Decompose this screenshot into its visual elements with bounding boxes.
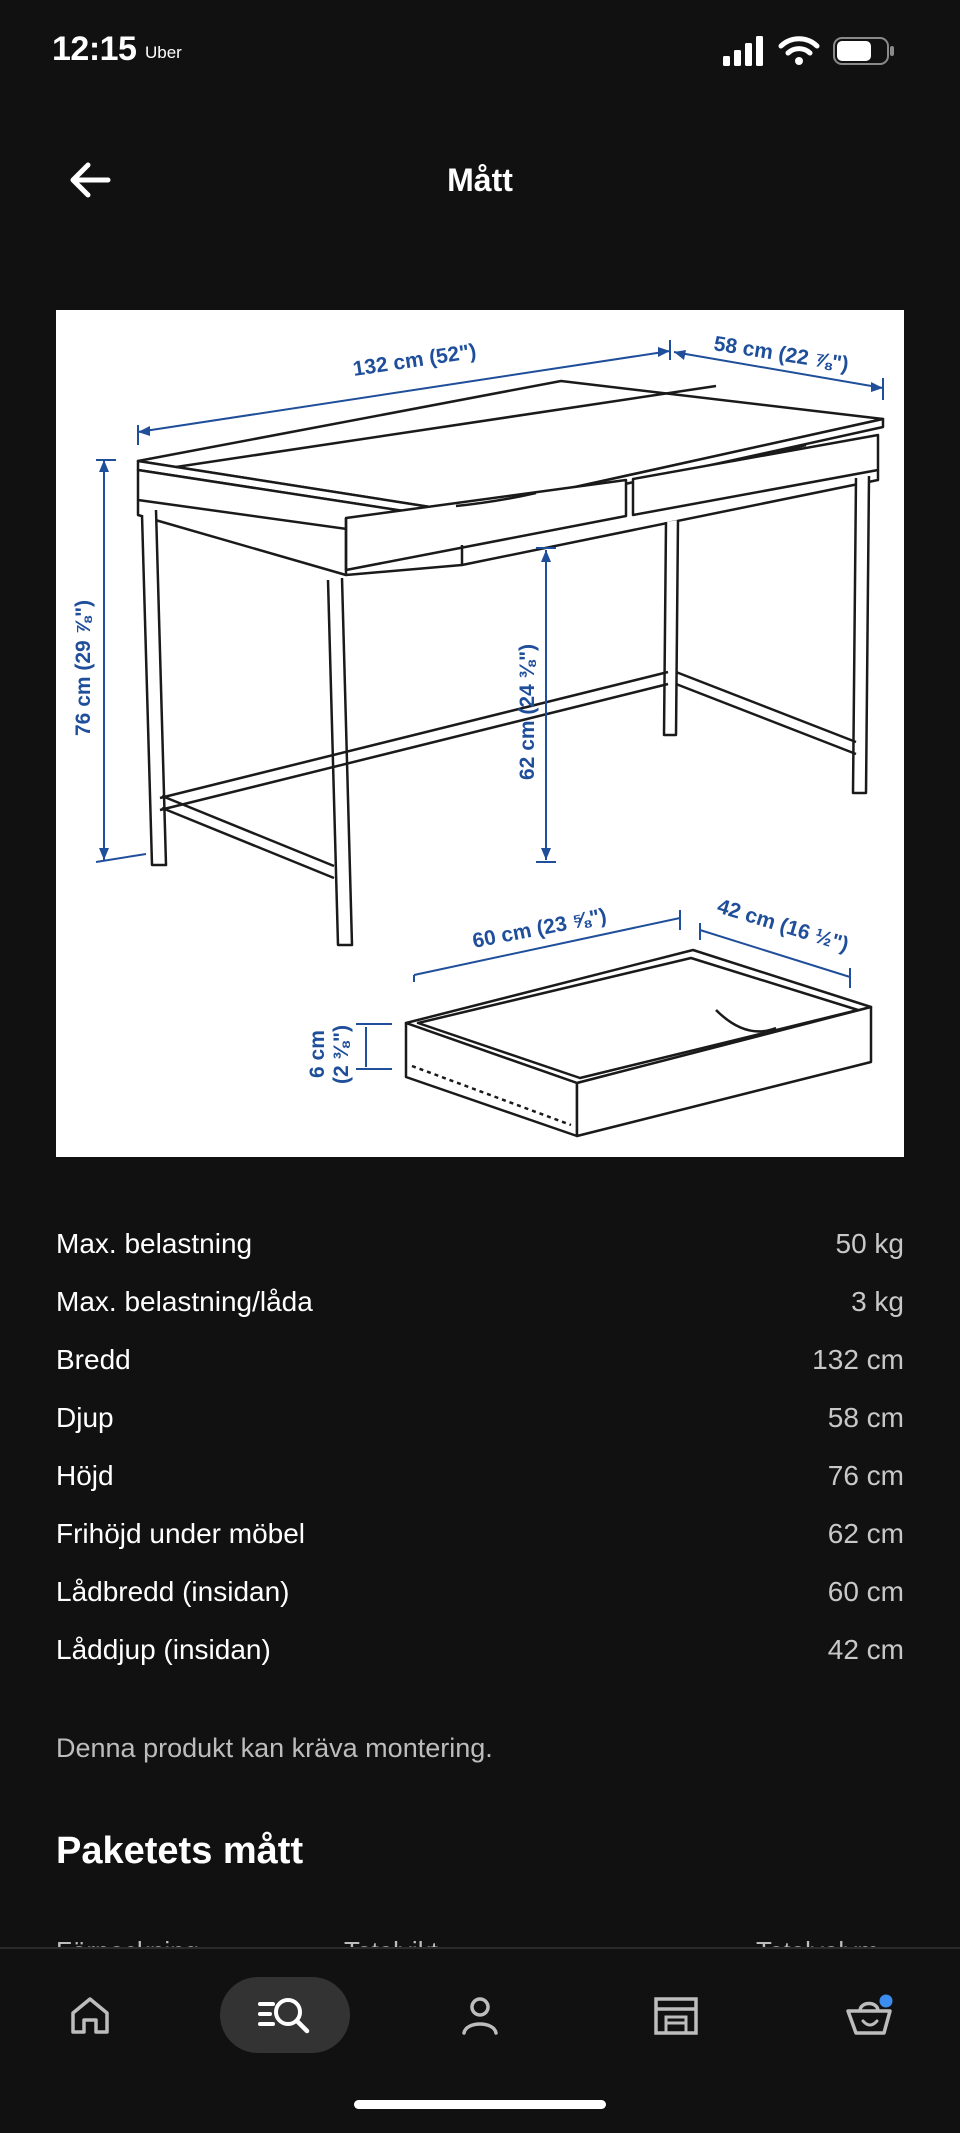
nav-store[interactable]	[636, 1977, 716, 2053]
dimension-diagram	[56, 310, 904, 1157]
spec-row	[56, 1331, 904, 1389]
spec-label: Låddjup (insidan)	[56, 1634, 271, 1665]
status-bar	[0, 0, 960, 105]
spec-label: Lådbredd (insidan)	[56, 1576, 290, 1607]
nav-search[interactable]	[220, 1977, 350, 2053]
spec-row	[56, 1273, 904, 1331]
status-app-label: Uber	[145, 43, 182, 62]
spec-value: 50 kg	[835, 1228, 904, 1259]
spec-row	[56, 1389, 904, 1447]
drawer-depth-dimension-label: 42 cm (16 ½")	[714, 894, 852, 957]
cart-badge	[880, 1995, 893, 2008]
spec-value: 62 cm	[827, 1518, 904, 1549]
spec-row	[56, 1621, 904, 1679]
spec-label: Djup	[56, 1402, 114, 1433]
nav-home[interactable]	[50, 1977, 130, 2053]
page-title: Mått	[447, 162, 513, 198]
package-section-title: Paketets mått	[56, 1830, 304, 1872]
home-icon	[68, 1993, 112, 2037]
store-icon	[652, 1993, 700, 2037]
drawer-height-label-in: (2 ⅜")	[330, 1025, 353, 1084]
specs-list	[56, 1215, 904, 1679]
height-dimension-label: 76 cm (29 ⅞")	[72, 599, 95, 736]
wifi-icon	[779, 36, 819, 66]
spec-row	[56, 1215, 904, 1273]
desk-drawing	[56, 310, 904, 1157]
width-dimension-label: 132 cm (52")	[351, 339, 478, 381]
cart-icon	[844, 1991, 896, 2039]
status-icons	[723, 36, 895, 66]
spec-label: Max. belastning	[56, 1228, 253, 1259]
drawer-width-dimension-label: 60 cm (23 ⅝")	[470, 904, 609, 953]
spec-value: 58 cm	[827, 1402, 904, 1433]
spec-row	[56, 1447, 904, 1505]
spec-value: 3 kg	[851, 1286, 904, 1317]
spec-value: 60 cm	[827, 1576, 904, 1607]
nav-cart[interactable]	[830, 1977, 910, 2053]
cellular-signal-icon	[723, 36, 765, 66]
home-indicator[interactable]	[354, 2100, 606, 2109]
spec-row	[56, 1563, 904, 1621]
spec-label: Höjd	[56, 1460, 114, 1491]
spec-label: Bredd	[56, 1344, 131, 1375]
spec-label: Max. belastning/låda	[56, 1286, 313, 1317]
spec-value: 42 cm	[827, 1634, 904, 1665]
drawer-drawing	[406, 950, 871, 1136]
status-time: 12:15	[52, 30, 137, 68]
spec-row	[56, 1505, 904, 1563]
clearance-dimension-label: 62 cm (24 ⅜")	[516, 643, 539, 780]
header	[0, 140, 960, 220]
nav-profile[interactable]	[440, 1977, 520, 2053]
assembly-note: Denna produkt kan kräva montering.	[56, 1733, 493, 1763]
battery-icon	[833, 36, 895, 66]
drawer-height-label-cm: 6 cm	[306, 1030, 329, 1078]
spec-value: 76 cm	[827, 1460, 904, 1491]
search-icon	[257, 1993, 313, 2037]
depth-dimension-label: 58 cm (22 ⅞")	[712, 332, 851, 377]
profile-icon	[458, 1993, 502, 2037]
spec-value: 132 cm	[812, 1344, 904, 1375]
spec-label: Frihöjd under möbel	[56, 1518, 306, 1549]
